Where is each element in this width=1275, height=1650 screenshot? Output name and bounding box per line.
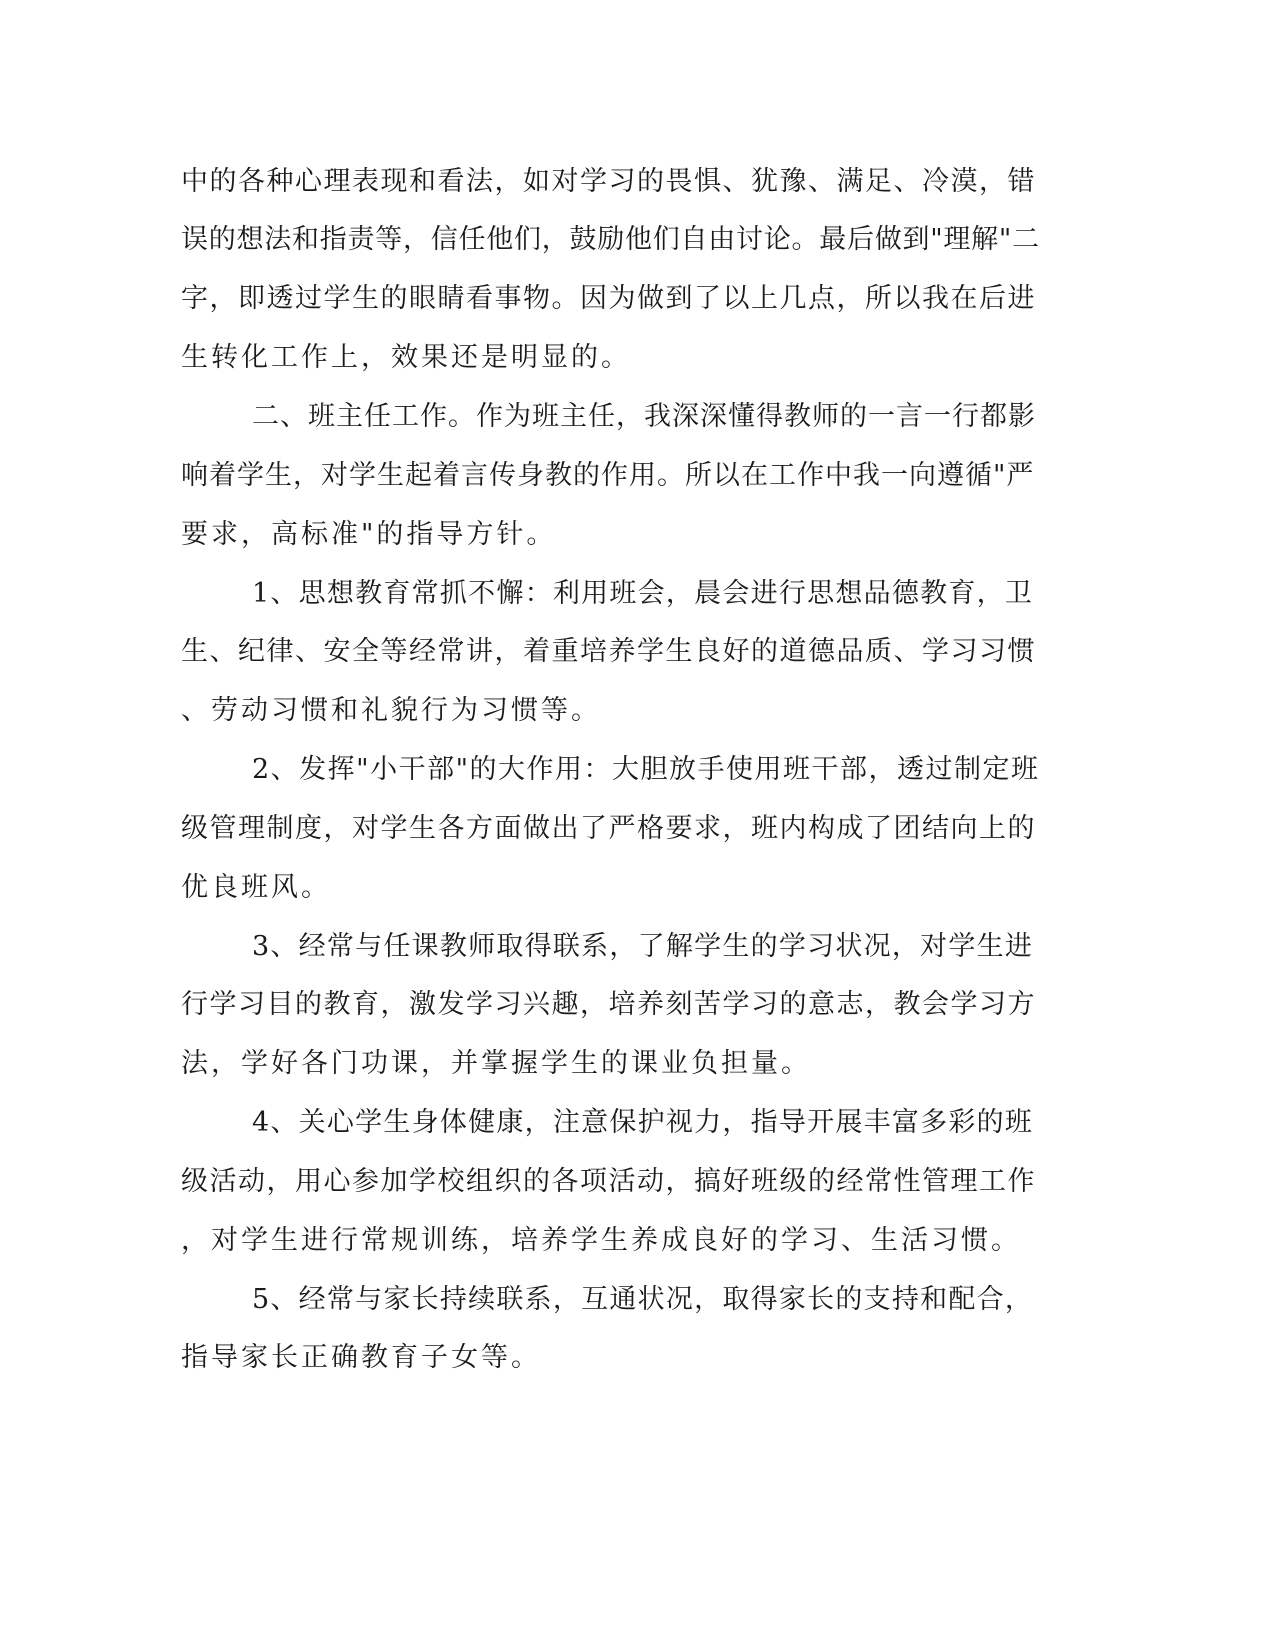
text-line — [0, 927, 1275, 967]
line-text: 优良班风。 — [181, 872, 331, 903]
line-text: 5、经常与家长持续联系，互通状况，取得家长的支持和配合， — [252, 1284, 1034, 1315]
line-text: 、劳动习惯和礼貌行为习惯等。 — [181, 695, 601, 726]
line-text: 法，学好各门功课，并掌握学生的课业负担量。 — [181, 1048, 811, 1079]
line-text: 中的各种心理表现和看法，如对学习的畏惧、犹豫、满足、冷漠，错 — [181, 166, 1036, 197]
text-line — [0, 1338, 1275, 1378]
line-text: 2、发挥"小干部"的大作用：大胆放手使用班干部，透过制定班 — [252, 754, 1040, 785]
text-line — [0, 632, 1275, 672]
text-line — [0, 750, 1275, 790]
line-text: 4、关心学生身体健康，注意保护视力，指导开展丰富多彩的班 — [252, 1107, 1034, 1138]
text-line — [0, 220, 1275, 260]
text-line — [0, 279, 1275, 319]
text-line — [0, 162, 1275, 202]
line-text: 指导家长正确教育子女等。 — [181, 1342, 541, 1373]
line-text: 误的想法和指责等，信任他们，鼓励他们自由讨论。最后做到"理解"二 — [181, 224, 1040, 255]
line-text: 3、经常与任课教师取得联系，了解学生的学习状况，对学生进 — [252, 931, 1034, 962]
text-line — [0, 1103, 1275, 1143]
line-text: 字，即透过学生的眼睛看事物。因为做到了以上几点，所以我在后进 — [181, 283, 1036, 314]
text-line — [0, 1280, 1275, 1320]
line-text: ，对学生进行常规训练，培养学生养成良好的学习、生活习惯。 — [181, 1225, 1021, 1256]
text-line — [0, 515, 1275, 555]
text-line — [0, 574, 1275, 614]
text-line — [0, 1162, 1275, 1202]
text-line — [0, 691, 1275, 731]
line-text: 生、纪律、安全等经常讲，着重培养学生良好的道德品质、学习习惯 — [181, 636, 1036, 667]
text-line — [0, 985, 1275, 1025]
text-line — [0, 1221, 1275, 1261]
line-text: 级活动，用心参加学校组织的各项活动，搞好班级的经常性管理工作 — [181, 1166, 1036, 1197]
line-text: 响着学生，对学生起着言传身教的作用。所以在工作中我一向遵循"严 — [181, 460, 1035, 491]
text-line — [0, 456, 1275, 496]
text-line — [0, 397, 1275, 437]
text-line — [0, 1044, 1275, 1084]
text-line — [0, 809, 1275, 849]
line-text: 要求，高标准"的指导方针。 — [181, 519, 557, 550]
text-line — [0, 338, 1275, 378]
line-text: 二、班主任工作。作为班主任，我深深懂得教师的一言一行都影 — [252, 401, 1036, 432]
line-text: 行学习目的教育，激发学习兴趣，培养刻苦学习的意志，教会学习方 — [181, 989, 1036, 1020]
line-text: 生转化工作上，效果还是明显的。 — [181, 342, 631, 373]
line-text: 级管理制度，对学生各方面做出了严格要求，班内构成了团结向上的 — [181, 813, 1036, 844]
text-line — [0, 868, 1275, 908]
line-text: 1、思想教育常抓不懈：利用班会，晨会进行思想品德教育，卫 — [252, 578, 1034, 609]
